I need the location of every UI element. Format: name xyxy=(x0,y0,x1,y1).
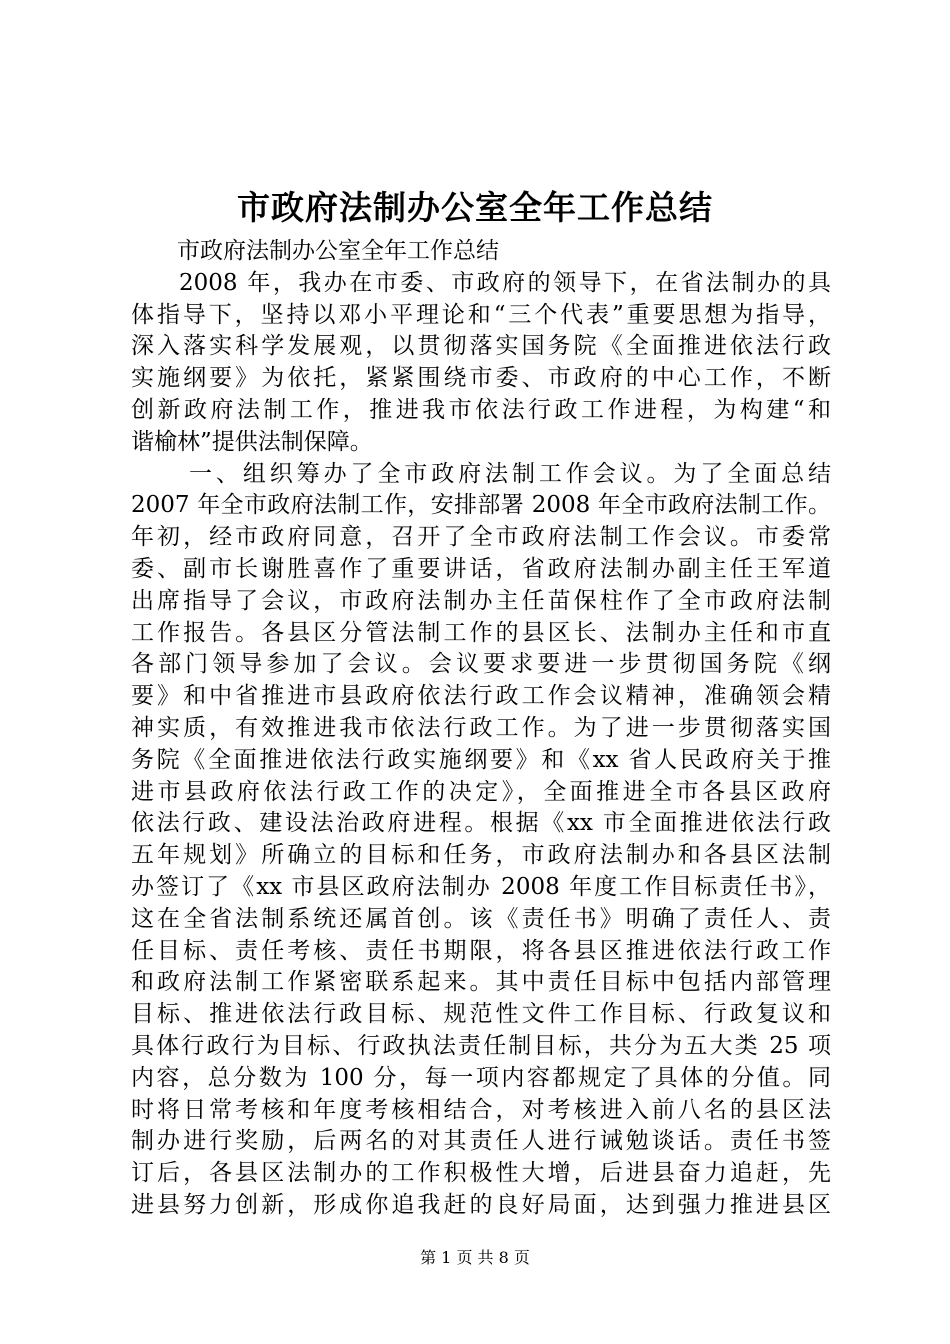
paragraph-line: 目标、推进依法行政目标、规范性文件工作目标、行政复议和 xyxy=(131,1001,831,1028)
paragraph-line: 时将日常考核和年度考核相结合，对考核进入前八名的县区法 xyxy=(131,1096,831,1123)
page-footer: 第 1 页 共 8 页 xyxy=(420,1248,530,1267)
document-body xyxy=(131,236,831,1222)
paragraph-line: 五年规划》所确立的目标和任务，市政府法制办和各县区法制 xyxy=(131,842,831,869)
paragraph-line: 依法行政、建设法治政府进程。根据《xx 市全面推进依法行政 xyxy=(131,810,831,837)
paragraph-intro xyxy=(131,268,831,459)
paragraph-line: 具体行政行为目标、行政执法责任制目标，共分为五大类 25 项 xyxy=(131,1032,831,1059)
paragraph-line: 要》和中省推进市县政府依法行政工作会议精神，准确领会精 xyxy=(131,683,831,710)
paragraph-line: 一、组织筹办了全市政府法制工作会议。为了全面总结 xyxy=(189,460,831,487)
paragraph-line: 和政府法制工作紧密联系起来。其中责任目标中包括内部管理 xyxy=(131,969,831,996)
paragraph-line: 创新政府法制工作，推进我市依法行政工作进程，为构建“和 xyxy=(131,396,831,423)
paragraph-line: 神实质，有效推进我市依法行政工作。为了进一步贯彻落实国 xyxy=(131,714,831,741)
paragraph-line: 这在全省法制系统还属首创。该《责任书》明确了责任人、责 xyxy=(131,905,831,932)
paragraph-line: 任目标、责任考核、责任书期限，将各县区推进依法行政工作 xyxy=(131,937,831,964)
paragraph-line: 制办进行奖励，后两名的对其责任人进行诫勉谈话。责任书签 xyxy=(131,1128,831,1155)
document-subtitle: 市政府法制办公室全年工作总结 xyxy=(177,238,499,264)
paragraph-line: 进市县政府依法行政工作的决定》，全面推进全市各县区政府 xyxy=(131,778,831,805)
paragraph-line: 委、副市长谢胜喜作了重要讲话，省政府法制办副主任王军道 xyxy=(131,555,831,582)
paragraph-line: 深入落实科学发展观，以贯彻落实国务院《全面推进依法行政 xyxy=(131,333,831,360)
paragraph-line: 出席指导了会议，市政府法制办主任苗保柱作了全市政府法制 xyxy=(131,587,831,614)
paragraph-line: 2007 年全市政府法制工作，安排部署 2008 年全市政府法制工作。 xyxy=(131,492,831,519)
paragraph-section-one xyxy=(131,459,831,1222)
paragraph-line: 内容，总分数为 100 分，每一项内容都规定了具体的分值。同 xyxy=(131,1064,831,1091)
paragraph-line: 办签订了《xx 市县区政府法制办 2008 年度工作目标责任书》， xyxy=(131,873,831,900)
document-title: 市政府法制办公室全年工作总结 xyxy=(237,188,713,227)
paragraph-line: 工作报告。各县区分管法制工作的县区长、法制办主任和市直 xyxy=(131,619,831,646)
paragraph-line: 2008 年，我办在市委、市政府的领导下，在省法制办的具 xyxy=(179,269,831,296)
paragraph-line: 实施纲要》为依托，紧紧围绕市委、市政府的中心工作，不断 xyxy=(131,365,831,392)
paragraph-line: 订后，各县区法制办的工作积极性大增，后进县奋力追赶，先 xyxy=(131,1160,831,1187)
paragraph-line: 进县努力创新，形成你追我赶的良好局面，达到强力推进县区 xyxy=(131,1191,831,1218)
paragraph-line: 体指导下，坚持以邓小平理论和“三个代表”重要思想为指导， xyxy=(131,301,831,328)
paragraph-line: 务院《全面推进依法行政实施纲要》和《xx 省人民政府关于推 xyxy=(131,746,831,773)
paragraph-line: 年初，经市政府同意，召开了全市政府法制工作会议。市委常 xyxy=(131,524,831,551)
paragraph-line: 各部门领导参加了会议。会议要求要进一步贯彻国务院《纲 xyxy=(131,651,831,678)
paragraph-line: 谐榆林”提供法制保障。 xyxy=(131,428,373,455)
